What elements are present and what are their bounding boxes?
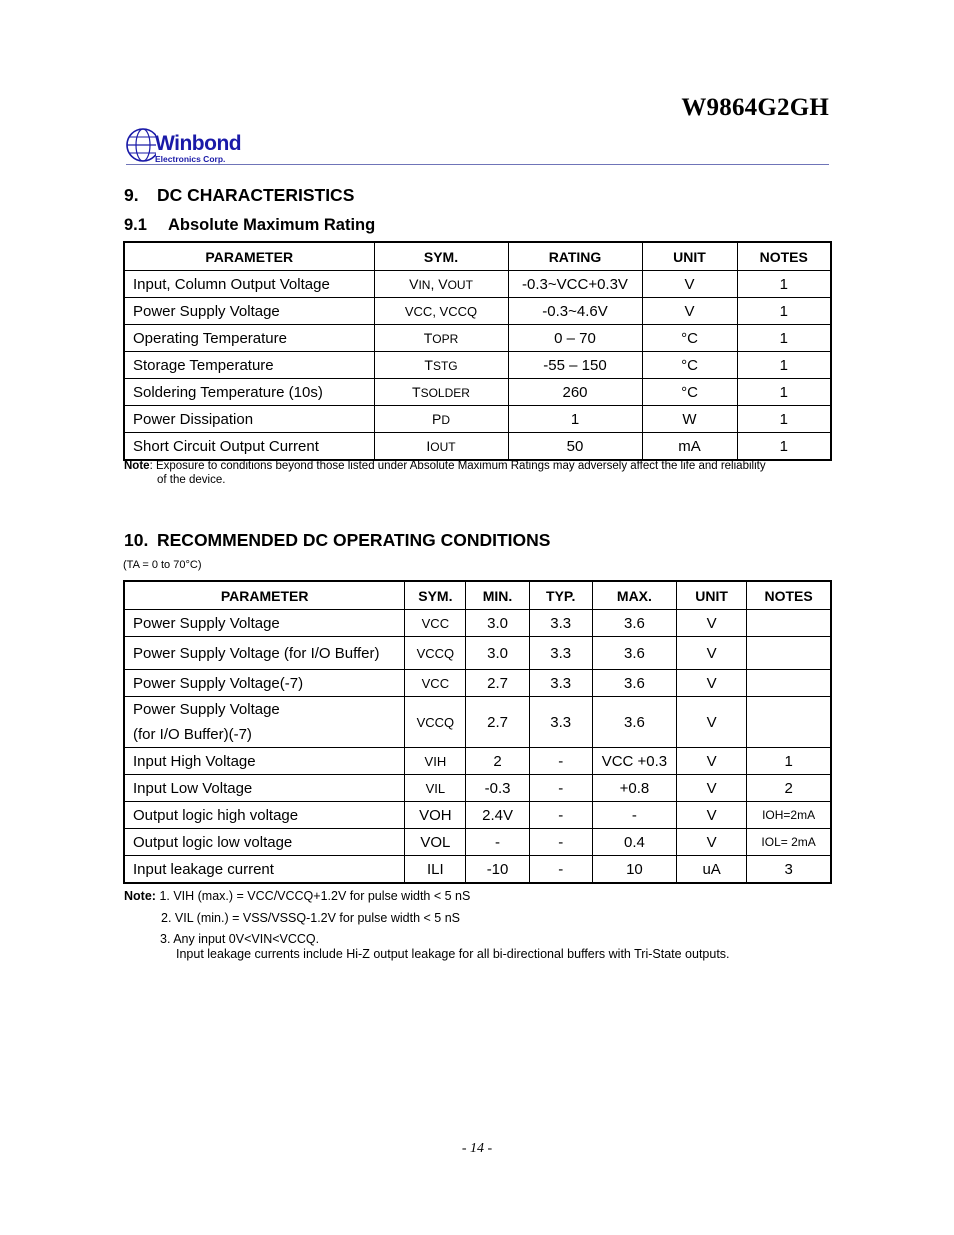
col-header: UNIT bbox=[677, 581, 747, 610]
unit-cell: V bbox=[677, 802, 747, 829]
col-header: PARAMETER bbox=[124, 242, 374, 271]
logo-wordmark: Winbond bbox=[155, 132, 242, 155]
parameter-cell: Power Dissipation bbox=[124, 406, 374, 433]
section-9-heading: 9. DC CHARACTERISTICS bbox=[124, 185, 355, 205]
min-cell: - bbox=[466, 829, 529, 856]
unit-cell: uA bbox=[677, 856, 747, 884]
notes-cell: 1 bbox=[737, 433, 831, 461]
symbol-cell: VIN, VOUT bbox=[374, 271, 508, 298]
min-cell: 2.7 bbox=[466, 697, 529, 748]
unit-cell: V bbox=[642, 271, 737, 298]
col-header: MIN. bbox=[466, 581, 529, 610]
col-header: UNIT bbox=[642, 242, 737, 271]
typ-cell: - bbox=[529, 748, 592, 775]
absolute-max-rating-table bbox=[123, 241, 832, 461]
unit-cell: V bbox=[677, 829, 747, 856]
dc-note-3-detail: Input leakage currents include Hi-Z output leakage for all bi-directional buffers with Tri-State outputs. bbox=[176, 947, 730, 961]
page-number: - 14 - bbox=[461, 1141, 493, 1156]
table-row bbox=[124, 379, 831, 406]
table-row bbox=[124, 637, 831, 670]
parameter-cell: Power Supply Voltage(-7) bbox=[124, 670, 405, 697]
col-header: MAX. bbox=[592, 581, 676, 610]
max-cell: +0.8 bbox=[592, 775, 676, 802]
dc-note-2: 2. VIL (min.) = VSS/VSSQ-1.2V for pulse width < 5 nS bbox=[161, 911, 460, 925]
typ-cell: - bbox=[529, 802, 592, 829]
unit-cell: V bbox=[677, 697, 747, 748]
rating-cell: 260 bbox=[508, 379, 642, 406]
notes-cell: IOH=2mA bbox=[747, 802, 831, 829]
table-row bbox=[124, 433, 831, 461]
max-cell: VCC +0.3 bbox=[592, 748, 676, 775]
symbol-cell: VOH bbox=[405, 802, 466, 829]
notes-cell: IOL= 2mA bbox=[747, 829, 831, 856]
section-9-1-heading: 9.1 Absolute Maximum Rating bbox=[124, 216, 376, 234]
rating-cell: 50 bbox=[508, 433, 642, 461]
symbol-cell: TOPR bbox=[374, 325, 508, 352]
table-row bbox=[124, 325, 831, 352]
table-row bbox=[124, 670, 831, 697]
col-header: TYP. bbox=[529, 581, 592, 610]
symbol-cell: IOUT bbox=[374, 433, 508, 461]
notes-cell: 1 bbox=[737, 325, 831, 352]
dc-note-1: Note: 1. VIH (max.) = VCC/VCCQ+1.2V for pulse width < 5 nS bbox=[124, 889, 471, 903]
logo-subtitle: Electronics Corp. bbox=[155, 154, 226, 164]
min-cell: 2 bbox=[466, 748, 529, 775]
max-cell: 10 bbox=[592, 856, 676, 884]
rating-cell: 0 – 70 bbox=[508, 325, 642, 352]
symbol-cell: VCC, VCCQ bbox=[374, 298, 508, 325]
unit-cell: V bbox=[677, 637, 747, 670]
parameter-cell: Short Circuit Output Current bbox=[124, 433, 374, 461]
parameter-cell: Input High Voltage bbox=[124, 748, 405, 775]
symbol-cell: VCC bbox=[405, 670, 466, 697]
parameter-cell: Operating Temperature bbox=[124, 325, 374, 352]
min-cell: 2.7 bbox=[466, 670, 529, 697]
symbol-cell: VIL bbox=[405, 775, 466, 802]
notes-cell: 1 bbox=[737, 271, 831, 298]
parameter-cell: Input Low Voltage bbox=[124, 775, 405, 802]
typ-cell: 3.3 bbox=[529, 637, 592, 670]
notes-cell: 2 bbox=[747, 775, 831, 802]
typ-cell: - bbox=[529, 829, 592, 856]
col-header: NOTES bbox=[747, 581, 831, 610]
symbol-cell: VOL bbox=[405, 829, 466, 856]
header-divider bbox=[126, 164, 829, 165]
notes-cell bbox=[747, 637, 831, 670]
max-cell: - bbox=[592, 802, 676, 829]
parameter-cell: Input, Column Output Voltage bbox=[124, 271, 374, 298]
parameter-cell: Soldering Temperature (10s) bbox=[124, 379, 374, 406]
max-cell: 3.6 bbox=[592, 610, 676, 637]
rating-cell: -0.3~4.6V bbox=[508, 298, 642, 325]
table-row bbox=[124, 829, 831, 856]
symbol-cell: PD bbox=[374, 406, 508, 433]
rating-cell: -0.3~VCC+0.3V bbox=[508, 271, 642, 298]
dc-note-3: 3. Any input 0V<VIN<VCCQ. bbox=[160, 932, 320, 946]
parameter-cell: Power Supply Voltage (for I/O Buffer)(-7) bbox=[124, 697, 405, 748]
symbol-cell: TSOLDER bbox=[374, 379, 508, 406]
notes-cell: 3 bbox=[747, 856, 831, 884]
min-cell: 3.0 bbox=[466, 610, 529, 637]
table-row bbox=[124, 352, 831, 379]
symbol-cell: TSTG bbox=[374, 352, 508, 379]
unit-cell: V bbox=[642, 298, 737, 325]
parameter-cell: Output logic low voltage bbox=[124, 829, 405, 856]
symbol-cell: VIH bbox=[405, 748, 466, 775]
notes-cell bbox=[747, 670, 831, 697]
notes-cell: 1 bbox=[737, 379, 831, 406]
col-header: SYM. bbox=[374, 242, 508, 271]
unit-cell: W bbox=[642, 406, 737, 433]
unit-cell: °C bbox=[642, 325, 737, 352]
absolute-max-note: Note: Exposure to conditions beyond those listed under Absolute Maximum Ratings may adversely affect the life and reliability of the device. bbox=[124, 460, 766, 486]
table-row bbox=[124, 610, 831, 637]
table-header-row bbox=[124, 242, 831, 271]
unit-cell: V bbox=[677, 610, 747, 637]
max-cell: 3.6 bbox=[592, 697, 676, 748]
document-part-number: W9864G2GH bbox=[681, 94, 829, 121]
parameter-cell: Output logic high voltage bbox=[124, 802, 405, 829]
notes-cell bbox=[747, 697, 831, 748]
min-cell: 3.0 bbox=[466, 637, 529, 670]
unit-cell: V bbox=[677, 748, 747, 775]
col-header: RATING bbox=[508, 242, 642, 271]
min-cell: -10 bbox=[466, 856, 529, 884]
notes-cell: 1 bbox=[737, 298, 831, 325]
col-header: NOTES bbox=[737, 242, 831, 271]
typ-cell: - bbox=[529, 775, 592, 802]
min-cell: -0.3 bbox=[466, 775, 529, 802]
table-row bbox=[124, 802, 831, 829]
unit-cell: °C bbox=[642, 352, 737, 379]
max-cell: 3.6 bbox=[592, 637, 676, 670]
dc-operating-conditions-table bbox=[123, 580, 832, 884]
table-header-row bbox=[124, 581, 831, 610]
max-cell: 0.4 bbox=[592, 829, 676, 856]
typ-cell: 3.3 bbox=[529, 670, 592, 697]
parameter-cell: Power Supply Voltage bbox=[124, 610, 405, 637]
symbol-cell: VCC bbox=[405, 610, 466, 637]
typ-cell: 3.3 bbox=[529, 610, 592, 637]
max-cell: 3.6 bbox=[592, 670, 676, 697]
typ-cell: - bbox=[529, 856, 592, 884]
unit-cell: °C bbox=[642, 379, 737, 406]
symbol-cell: ILI bbox=[405, 856, 466, 884]
typ-cell: 3.3 bbox=[529, 697, 592, 748]
col-header: SYM. bbox=[405, 581, 466, 610]
rating-cell: -55 – 150 bbox=[508, 352, 642, 379]
unit-cell: mA bbox=[642, 433, 737, 461]
parameter-cell: Power Supply Voltage bbox=[124, 298, 374, 325]
table-row bbox=[124, 697, 831, 748]
notes-cell: 1 bbox=[737, 406, 831, 433]
temperature-condition: (TA = 0 to 70°C) bbox=[123, 559, 202, 571]
table-row bbox=[124, 406, 831, 433]
symbol-cell: VCCQ bbox=[405, 637, 466, 670]
notes-cell: 1 bbox=[747, 748, 831, 775]
table-row bbox=[124, 775, 831, 802]
rating-cell: 1 bbox=[508, 406, 642, 433]
notes-cell: 1 bbox=[737, 352, 831, 379]
notes-cell bbox=[747, 610, 831, 637]
table-row bbox=[124, 298, 831, 325]
symbol-cell: VCCQ bbox=[405, 697, 466, 748]
parameter-cell: Power Supply Voltage (for I/O Buffer) bbox=[124, 637, 405, 670]
parameter-cell: Storage Temperature bbox=[124, 352, 374, 379]
table-row bbox=[124, 856, 831, 884]
globe-icon bbox=[126, 125, 156, 165]
table-row bbox=[124, 748, 831, 775]
table-row bbox=[124, 271, 831, 298]
min-cell: 2.4V bbox=[466, 802, 529, 829]
parameter-cell: Input leakage current bbox=[124, 856, 405, 884]
unit-cell: V bbox=[677, 775, 747, 802]
col-header: PARAMETER bbox=[124, 581, 405, 610]
section-10-heading: 10. RECOMMENDED DC OPERATING CONDITIONS bbox=[124, 530, 551, 550]
unit-cell: V bbox=[677, 670, 747, 697]
winbond-logo bbox=[126, 125, 256, 165]
